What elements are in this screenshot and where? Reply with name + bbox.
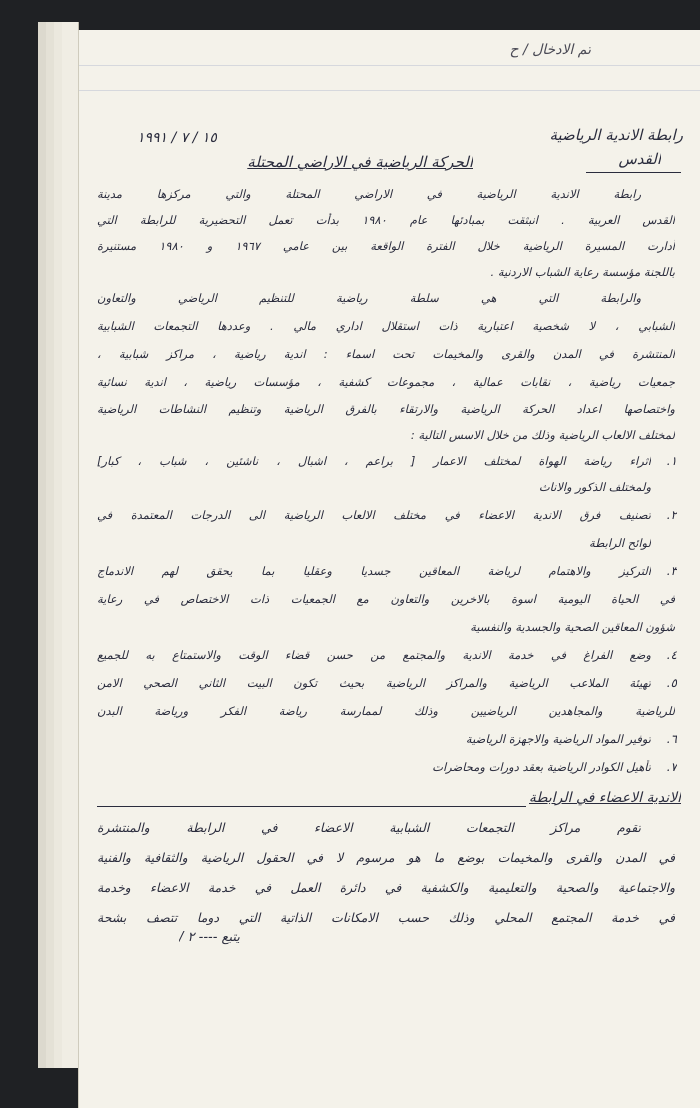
document-date: ١٥ / ٧ / ١٩٩١ (137, 130, 217, 146)
paragraph-line: المنتشرة في المدن والقرى والمخيمات تحت اسماء : اندية رياضية ، مراكز شبابية ، (97, 347, 675, 361)
list-item: تأهيل الكوادر الرياضية بعقد دورات ومحاضرات (432, 760, 651, 774)
organization-name: رابطة الاندية الرياضية (549, 126, 683, 144)
paragraph-line: لمختلف الالعاب الرياضية وذلك من خلال الاسس التالية : (410, 428, 675, 442)
paragraph-line: الشبابي ، لا شخصية اعتبارية ذات استقلال اداري مالي . وعددها التجمعات الشبابية (97, 319, 675, 333)
list-item: شؤون المعاقين الصحية والجسدية والنفسية (470, 620, 675, 634)
section-line: تقوم مراكز التجمعات الشبابية الاعضاء في الرابطة والمنتشرة (97, 820, 641, 835)
section-line: في المدن والقرى والمخيمات بوضع ما هو مرسوم لا في الحقول الرياضية والثقافية والفنية (97, 850, 675, 865)
paragraph-line: جمعيات رياضية ، نقابات عمالية ، مجموعات كشفية ، مؤسسات رياضية ، اندية نسائية (97, 375, 675, 389)
list-item: وضع الفراغ في خدمة الاندية والمجتمع من حسن قضاء الوقت والاستمتاع به للجميع (97, 648, 651, 662)
item-number: ٥. (666, 676, 677, 690)
item-number: ٦. (666, 732, 677, 746)
item-number: ٧. (666, 760, 677, 774)
list-item-continuation: لوائح الرابطة (589, 536, 651, 550)
list-item: تهيئة الملاعب الرياضية والمراكز الرياضية بحيث تكون البيت الثاني الصحي الامن (97, 676, 651, 690)
paragraph-line: رابطة الاندية الرياضية في الاراضي المحتلة والتي مركزها مدينة (97, 187, 641, 201)
city-name: القدس (618, 150, 661, 168)
list-item: اثراء رياضة الهواة لمختلف الاعمار [ براعم ، اشبال ، ناشئين ، شباب ، كبار] (97, 454, 651, 468)
pencil-note: تم الادخال / ح (509, 42, 591, 58)
paragraph-line: والرابطة التي هي سلطة رياضية للتنظيم الرياضي والتعاون (97, 291, 641, 305)
paragraph-line: واختصاصها اعداد الحركة الرياضية والارتقاء بالفرق الرياضية وتنظيم النشاطات الرياضية (97, 402, 675, 416)
page-stack-edge (62, 22, 79, 1068)
list-item: التركيز والاهتمام لرياضة المعاقين جسديا وعقليا بما يحقق لهم الاندماج (97, 564, 651, 578)
section-divider (97, 806, 526, 807)
item-number: ٢. (666, 508, 677, 522)
section-line: والاجتماعية والصحية والتعليمية والكشفية في دائرة العمل في خدمة الاعضاء وخدمة (97, 880, 675, 895)
paragraph-line: باللجنة مؤسسة رعاية الشباب الاردنية . (490, 265, 675, 279)
section-line: في خدمة المجتمع المحلي وذلك حسب الامكانات الذاتية التي دوما تتصف بشحة (97, 910, 675, 925)
list-item-continuation: ولمختلف الذكور والاناث (538, 480, 651, 494)
city-underline (586, 172, 681, 173)
paragraph-line: أدارت المسيرة الرياضية خلال الفترة الواقعة بين عامي ١٩٦٧ و ١٩٨٠ مستنيرة (97, 239, 675, 253)
item-number: ٤. (666, 648, 677, 662)
list-item: توفير المواد الرياضية والاجهزة الرياضية (465, 732, 651, 746)
page-footer-continued: يتبع ---- ٢ / (179, 930, 240, 945)
section-heading: الاندية الاعضاء في الرابطة (528, 790, 681, 806)
document-title: الحركة الرياضية في الاراضي المحتلة (247, 153, 473, 171)
list-item: تصنيف فرق الاندية الاعضاء في مختلف الالعاب الرياضية الى الدرجات المعتمدة في (97, 508, 651, 522)
document-page (78, 30, 700, 1108)
list-item-continuation: في الحياة اليومية اسوة بالاخرين والتعاون مع الجمعيات ذات الاختصاص في رعاية (97, 592, 675, 606)
paragraph-line: القدس العربية . انبثقت بمبادئها عام ١٩٨٠ بدأت تعمل التحضيرية للرابطة التي (97, 213, 675, 227)
item-number: ٣. (666, 564, 677, 578)
item-number: ١. (666, 454, 677, 468)
list-item-continuation: للرياضية والمجاهدين الرياضيين وذلك لممارسة رياضة الفكر ورياضة البدن (97, 704, 675, 718)
